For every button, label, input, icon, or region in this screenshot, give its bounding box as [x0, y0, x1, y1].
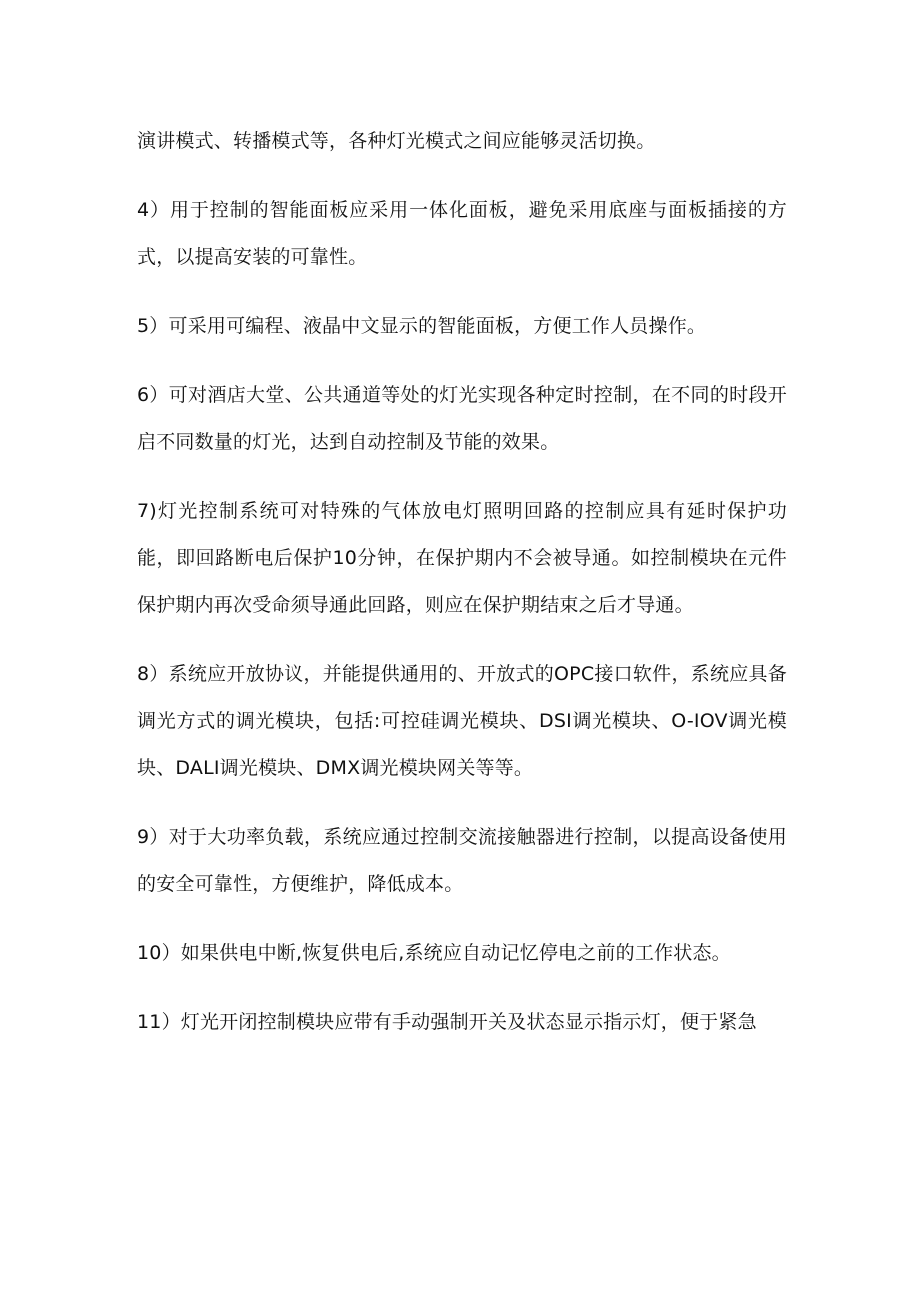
paragraph-item-10: 10）如果供电中断,恢复供电后,系统应自动记忆停电之前的工作状态。: [137, 942, 731, 964]
paragraph-item-11: 11）灯光开闭控制模块应带有手动强制开关及状态显示指示灯，便于紧急: [137, 1011, 757, 1033]
paragraph-item-7: 7)灯光控制系统可对特殊的气体放电灯照明回路的控制应具有延时保护功能，即回路断电后保护10分钟，在保护期内不会被导通。如控制模块在元件保护期内再次受命须导通此回路，则应在保护期结束之后才导通。: [137, 500, 787, 616]
paragraph-item-6: 6）可对酒店大堂、公共通道等处的灯光实现各种定时控制，在不同的时段开启不同数量的灯光，达到自动控制及节能的效果。: [137, 384, 787, 453]
paragraph-item-4: 4）用于控制的智能面板应采用一体化面板，避免采用底座与面板插接的方式，以提高安装的可靠性。: [137, 199, 787, 268]
paragraph-mode-switching: 演讲模式、转播模式等，各种灯光模式之间应能够灵活切换。: [137, 130, 656, 152]
paragraph-item-9: 9）对于大功率负载，系统应通过控制交流接触器进行控制，以提高设备使用的安全可靠性，方便维护，降低成本。: [137, 826, 787, 895]
document-body: [137, 118, 787, 1068]
paragraph-item-5: 5）可采用可编程、液晶中文显示的智能面板，方便工作人员操作。: [137, 315, 707, 337]
paragraph-item-8: 8）系统应开放协议，并能提供通用的、开放式的OPC接口软件，系统应具备调光方式的调光模块，包括:可控硅调光模块、DSI调光模块、O-IOV调光模块、DALI调光模块、DMX调光模块网关等等。: [137, 663, 787, 779]
